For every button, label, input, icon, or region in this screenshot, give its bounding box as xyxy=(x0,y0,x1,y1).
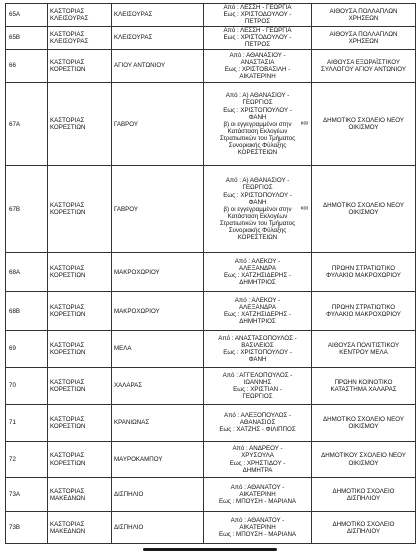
row-place-cell xyxy=(312,512,416,544)
table-row xyxy=(6,404,416,441)
row-prefecture-cell xyxy=(48,26,112,49)
row-area-cell xyxy=(112,49,204,83)
row-area-cell xyxy=(112,331,204,368)
row-place-cell xyxy=(312,166,416,253)
row-prefecture-cell xyxy=(48,49,112,83)
row-area-cell-text: ΚΛΕΙΣΟΥΡΑΣ xyxy=(114,34,153,42)
row-prefecture-cell-text: ΚΑΣΤΟΡΙΑΣ ΚΟΡΕΣΤΙΩΝ xyxy=(50,304,86,319)
row-area-cell xyxy=(112,253,204,292)
row-area-cell-text: ΧΑΛΑΡΑΣ xyxy=(114,382,143,390)
row-prefecture-cell xyxy=(48,83,112,166)
row-prefecture-cell-text: ΚΑΣΤΟΡΙΑΣ ΚΛΕΙΣΟΥΡΑΣ xyxy=(50,30,89,45)
row-place-cell xyxy=(312,478,416,512)
row-range-cell xyxy=(204,26,312,49)
row-area-cell-text: ΔΙΣΠΗΛΙΟ xyxy=(114,524,144,532)
row-code-cell-text: 71 xyxy=(9,419,16,427)
row-range-cell-text: Από : ΑΛΕΚΟΥ - ΑΛΕΞΑΝΔΡΑ Εως : ΧΑΤΖΗΣΙΔΕΡΗΣ - ΔΗΜΗΤΡΙΟΣ xyxy=(224,258,291,287)
row-range-cell xyxy=(204,441,312,478)
row-place-cell xyxy=(312,367,416,404)
row-place-cell-text: ΑΙΘΟΥΣΑ ΕΞΩΡΑΪΣΤΙΚΟΥ ΣΥΛΛΟΓΟΥ ΑΓΙΟΥ ΑΝΤΩΝΙΟΥ xyxy=(321,58,406,73)
table-row xyxy=(6,512,416,544)
row-range-cell-text: Από : Α) ΑΘΑΝΑΣΙΟΥ - ΓΕΩΡΓΙΟΣ Εως : ΧΡΙΣΤΟΠΟΥΛΟΥ - ΦΑΝΗ β) οι εγγεγραμμένοι στην Κατάσταση Εκλογέων Στρατιωτικών του Τμήματος Συνοριακής Φύλαξης ΚΟΡΕΣΤΕΙΩΝ xyxy=(219,177,296,242)
row-prefecture-cell-text: ΚΑΣΤΟΡΙΑΣ ΚΟΡΕΣΤΙΩΝ xyxy=(50,378,86,393)
row-code-cell-text: 68A xyxy=(9,268,21,276)
table-row xyxy=(6,166,416,253)
table-row xyxy=(6,26,416,49)
row-area-cell-text: ΚΛΕΙΣΟΥΡΑΣ xyxy=(114,11,153,19)
row-prefecture-cell xyxy=(48,4,112,27)
row-range-cell xyxy=(204,367,312,404)
row-range-cell xyxy=(204,478,312,512)
row-prefecture-cell xyxy=(48,367,112,404)
row-area-cell-text: ΓΑΒΡΟΥ xyxy=(114,205,138,213)
row-code-cell-text: 66 xyxy=(9,62,16,70)
row-area-cell-text: ΑΓΙΟΥ ΑΝΤΩΝΙΟΥ xyxy=(114,62,166,70)
row-place-cell-text: ΠΡΩΗΝ ΣΤΡΑΤΙΩΤΙΚΟ ΦΥΛΑΚΙΟ ΜΑΚΡΟΧΩΡΙΟΥ xyxy=(326,304,401,319)
row-code-cell xyxy=(6,478,48,512)
table-row xyxy=(6,292,416,331)
row-range-cell xyxy=(204,83,312,166)
row-place-cell-text: ΑΙΘΟΥΣΑ ΠΟΛΛΑΠΛΩΝ ΧΡΗΣΕΩΝ xyxy=(329,30,398,45)
row-prefecture-cell xyxy=(48,512,112,544)
row-range-cell-text: Από : ΑΛΕΞΟΠΟΥΛΟΣ - ΑΘΑΝΑΣΙΟΣ Εως : ΧΑΤΖΗΣ - ΦΙΛΙΠΠΟΣ xyxy=(219,412,296,434)
row-place-cell-text: ΑΙΘΟΥΣΑ ΠΟΛΙΤΙΣΤΙΚΟΥ ΚΕΝΤΡΟΥ ΜΕΛΑ xyxy=(327,341,400,356)
row-code-cell-text: 67A xyxy=(9,120,21,128)
row-prefecture-cell-text: ΚΑΣΤΟΡΙΑΣ ΜΑΚΕΔΝΩΝ xyxy=(50,487,86,502)
row-code-cell xyxy=(6,292,48,331)
table-row xyxy=(6,253,416,292)
row-area-cell xyxy=(112,4,204,27)
row-range-cell-text: Από : Α) ΑΘΑΝΑΣΙΟΥ - ΓΕΩΡΓΙΟΣ Εως : ΧΡΙΣΤΟΠΟΥΛΟΥ - ΦΑΝΗ β) οι εγγεγραμμένοι στην Κατάσταση Εκλογέων Στρατιωτικών του Τμήματος Συνοριακής Φύλαξης ΚΟΡΕΣΤΕΙΩΝ xyxy=(219,92,296,157)
row-code-cell xyxy=(6,441,48,478)
row-prefecture-cell-text: ΚΑΣΤΟΡΙΑΣ ΜΑΚΕΔΝΩΝ xyxy=(50,520,86,535)
row-code-cell-text: 67B xyxy=(9,205,21,213)
row-area-cell-text: ΓΑΒΡΟΥ xyxy=(114,120,138,128)
row-prefecture-cell xyxy=(48,166,112,253)
row-area-cell-text: ΜΕΛΑ xyxy=(114,345,132,353)
row-range-cell-text: Από : ΑΝΑΣΤΑΣΟΠΟΥΛΟΣ - ΒΑΣΙΛΕΙΟΣ Εως : ΧΡΙΣΤΟΠΟΥΛΟΥ - ΦΑΝΗ xyxy=(218,334,297,364)
row-prefecture-cell xyxy=(48,253,112,292)
row-prefecture-cell-text: ΚΑΣΤΟΡΙΑΣ ΚΟΡΕΣΤΙΩΝ xyxy=(50,341,86,356)
row-range-cell-text: Από : ΛΕΣΣΗ - ΓΕΩΡΓΙΑ Εως : ΧΡΙΣΤΟΔΟΥΛΟΥ - ΠΕΤΡΟΣ xyxy=(223,27,292,49)
row-area-cell-text: ΔΙΣΠΗΛΙΟ xyxy=(114,491,144,499)
row-code-cell xyxy=(6,83,48,166)
row-code-cell xyxy=(6,4,48,27)
row-code-cell-text: 65B xyxy=(9,34,21,42)
row-code-cell xyxy=(6,404,48,441)
row-prefecture-cell-text: ΚΑΣΤΟΡΙΑΣ ΚΛΕΙΣΟΥΡΑΣ xyxy=(50,7,89,22)
row-prefecture-cell xyxy=(48,331,112,368)
row-code-cell xyxy=(6,166,48,253)
row-code-cell xyxy=(6,49,48,83)
row-range-cell xyxy=(204,404,312,441)
row-range-kai: και xyxy=(300,120,308,127)
row-prefecture-cell xyxy=(48,292,112,331)
row-code-cell xyxy=(6,253,48,292)
row-range-cell xyxy=(204,331,312,368)
row-place-cell xyxy=(312,26,416,49)
row-area-cell-text: ΜΑΚΡΟΧΩΡΙΟΥ xyxy=(114,307,160,315)
row-range-cell-text: Από : ΑΛΕΚΟΥ - ΑΛΕΞΑΝΔΡΑ Εως : ΧΑΤΖΗΣΙΔΕΡΗΣ - ΔΗΜΗΤΡΙΟΣ xyxy=(224,296,291,326)
row-place-cell-text: ΔΗΜΟΤΙΚΟ ΣΧΟΛΕΙΟ ΝΕΟΥ ΟΙΚΙΣΜΟΥ xyxy=(322,415,405,430)
row-code-cell xyxy=(6,367,48,404)
row-place-cell xyxy=(312,292,416,331)
row-code-cell-text: 70 xyxy=(9,382,16,390)
row-area-cell-text: ΜΑΚΡΟΧΩΡΙΟΥ xyxy=(114,268,160,276)
row-area-cell xyxy=(112,292,204,331)
row-range-cell xyxy=(204,512,312,544)
row-area-cell-text: ΜΑΥΡΟΚΑΜΠΟΥ xyxy=(114,455,163,463)
row-code-cell xyxy=(6,26,48,49)
table-row xyxy=(6,49,416,83)
row-place-cell xyxy=(312,253,416,292)
row-prefecture-cell xyxy=(48,404,112,441)
row-range-cell xyxy=(204,166,312,253)
row-place-cell-text: ΠΡΩΗΝ ΣΤΡΑΤΙΩΤΙΚΟ ΦΥΛΑΚΙΟ ΜΑΚΡΟΧΩΡΙΟΥ xyxy=(326,265,401,280)
row-area-cell xyxy=(112,367,204,404)
row-prefecture-cell-text: ΚΑΣΤΟΡΙΑΣ ΚΟΡΕΣΤΙΩΝ xyxy=(50,117,86,132)
table-row xyxy=(6,331,416,368)
row-place-cell-text: ΑΙΘΟΥΣΑ ΠΟΛΛΑΠΛΩΝ ΧΡΗΣΕΩΝ xyxy=(329,7,398,22)
row-code-cell-text: 69 xyxy=(9,345,16,353)
row-prefecture-cell-text: ΚΑΣΤΟΡΙΑΣ ΚΟΡΕΣΤΙΩΝ xyxy=(50,265,86,280)
row-area-cell xyxy=(112,441,204,478)
row-range-cell xyxy=(204,292,312,331)
row-code-cell-text: 65A xyxy=(9,11,21,19)
row-code-cell xyxy=(6,512,48,544)
row-range-cell xyxy=(204,49,312,83)
row-place-cell xyxy=(312,404,416,441)
row-code-cell-text: 73B xyxy=(9,524,21,532)
row-place-cell xyxy=(312,441,416,478)
table-row xyxy=(6,478,416,512)
row-area-cell xyxy=(112,478,204,512)
row-prefecture-cell xyxy=(48,478,112,512)
table-row xyxy=(6,441,416,478)
scroll-indicator[interactable] xyxy=(143,548,277,551)
row-range-cell-text: Από : ΑΘΑΝΑΤΟΥ - ΑΙΚΑΤΕΡΙΝΗ Εως : ΜΠΟΥΣΗ - ΜΑΡΙΑΝΑ xyxy=(218,484,297,506)
row-range-cell-text: Από : ΑΓΓΕΛΟΠΟΥΛΟΣ - ΙΩΑΝΝΗΣ Εως : ΧΡΙΣΤΙΑΝ - ΓΕΩΡΓΙΟΣ xyxy=(222,371,293,400)
table-row xyxy=(6,367,416,404)
row-code-cell-text: 68B xyxy=(9,307,21,315)
row-place-cell xyxy=(312,331,416,368)
row-range-cell-text: Από : ΑΘΑΝΑΤΟΥ - ΑΙΚΑΤΕΡΙΝΗ Εως : ΜΠΟΥΣΗ - ΜΑΡΙΑΝΑ xyxy=(218,516,297,539)
row-range-cell-text: Από : ΛΕΣΣΗ - ΓΕΩΡΓΙΑ Εως : ΧΡΙΣΤΟΔΟΥΛΟΥ - ΠΕΤΡΟΣ xyxy=(223,4,292,26)
row-code-cell-text: 72 xyxy=(9,455,16,463)
row-range-cell-text: Από : ΑΘΑΝΑΣΙΟΥ - ΑΝΑΣΤΑΣΙΑ Εως : ΧΡΙΣΤΟΒΑΣΙΛΗ - ΑΙΚΑΤΕΡΙΝΗ xyxy=(224,51,291,81)
row-range-cell-text: Από : ΑΝΔΡΕΟΥ - ΧΡΥΣΟΥΛΑ Εως : ΧΡΗΣΤΙΔΟΥ - ΔΗΜΗΤΡΑ xyxy=(229,445,286,474)
row-range-cell xyxy=(204,4,312,27)
row-place-cell xyxy=(312,49,416,83)
row-code-cell-text: 73A xyxy=(9,491,21,499)
row-area-cell xyxy=(112,83,204,166)
table-body xyxy=(6,4,416,544)
row-prefecture-cell-text: ΚΑΣΤΟΡΙΑΣ ΚΟΡΕΣΤΙΩΝ xyxy=(50,202,86,217)
row-place-cell xyxy=(312,4,416,27)
row-area-cell xyxy=(112,512,204,544)
row-place-cell-text: ΠΡΩΗΝ ΚΟΙΝΟΤΙΚΟ ΚΑΤΑΣΤΗΜΑ ΧΑΛΑΡΑΣ xyxy=(330,378,397,393)
row-area-cell xyxy=(112,166,204,253)
row-prefecture-cell-text: ΚΑΣΤΟΡΙΑΣ ΚΟΡΕΣΤΙΩΝ xyxy=(50,452,86,467)
row-place-cell-text: ΔΗΜΟΤΙΚΟ ΣΧΟΛΕΙΟ ΝΕΟΥ ΟΙΚΙΣΜΟΥ xyxy=(322,202,405,217)
row-code-cell xyxy=(6,331,48,368)
row-area-cell xyxy=(112,404,204,441)
row-place-cell-text: ΔΗΜΟΤΙΚΟΥ ΣΧΟΛΕΙΟ ΝΕΟΥ ΟΙΚΙΣΜΟΥ xyxy=(321,452,406,467)
row-range-cell xyxy=(204,253,312,292)
row-range-kai: και xyxy=(300,205,308,212)
table-row xyxy=(6,4,416,27)
row-prefecture-cell xyxy=(48,441,112,478)
row-place-cell-text: ΔΗΜΟΤΙΚΟ ΣΧΟΛΕΙΟ ΔΙΣΠΗΛΙΟΥ xyxy=(332,520,395,535)
row-area-cell-text: ΚΡΑΝΙΩΝΑΣ xyxy=(114,419,150,427)
row-prefecture-cell-text: ΚΑΣΤΟΡΙΑΣ ΚΟΡΕΣΤΙΩΝ xyxy=(50,415,86,430)
row-place-cell xyxy=(312,83,416,166)
row-area-cell xyxy=(112,26,204,49)
row-prefecture-cell-text: ΚΑΣΤΟΡΙΑΣ ΚΟΡΕΣΤΙΩΝ xyxy=(50,58,86,73)
row-place-cell-text: ΔΗΜΟΤΙΚΟ ΣΧΟΛΕΙΟ ΝΕΟΥ ΟΙΚΙΣΜΟΥ xyxy=(322,117,405,132)
table-row xyxy=(6,83,416,166)
polling-stations-table xyxy=(5,3,416,544)
row-place-cell-text: ΔΗΜΟΤΙΚΟ ΣΧΟΛΕΙΟ ΔΙΣΠΗΛΙΟΥ xyxy=(332,487,395,502)
